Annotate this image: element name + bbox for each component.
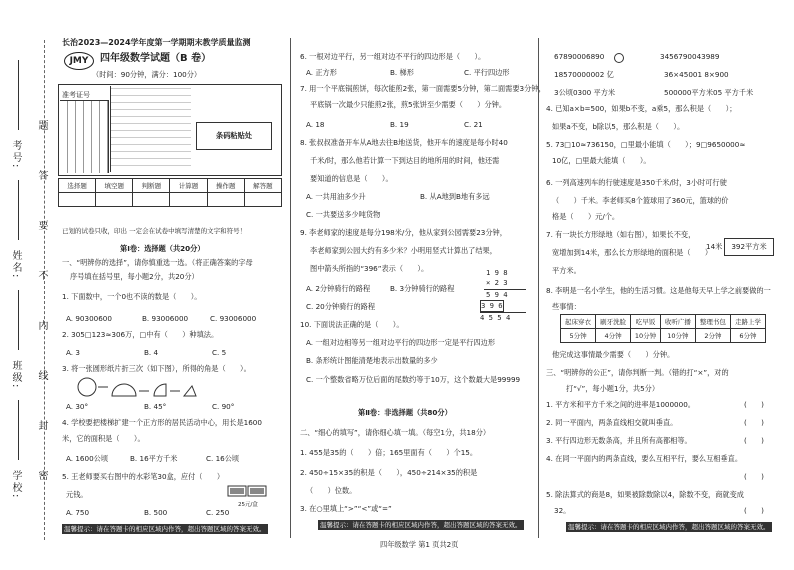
q9-b: 李老师家到公园大约有多少米？小明用竖式计算出了结果，: [310, 246, 497, 255]
f5-b: 10亿，□里最大能填（ ）。: [552, 156, 651, 165]
routine-head-6: 走路上学: [730, 315, 765, 329]
sec3-title: 三、“明辨你的公正”，请你判断一判。（错的打“×”，对的: [546, 368, 729, 377]
score-col-2: 填空题: [96, 179, 133, 193]
seal-word-3: 线: [36, 370, 47, 382]
barcode-label: 条码粘贴处: [216, 131, 252, 140]
q10-opt-b: B. 条形统计图能清楚地表示出数量的多少: [306, 356, 438, 365]
q5: 5. 王老师要买右图中的水彩笔30盒，应付（ ）: [62, 472, 225, 481]
q6: 6. 一根对边平行，另一组对边不平行的四边形是（ ）。: [300, 52, 486, 61]
seal-word-5: 不: [36, 270, 47, 282]
f7-b: 宽增加到14米，那么长方形绿地的面积是（ ）: [552, 248, 713, 257]
vertical-calc-5: 4 5 5 4: [480, 313, 511, 322]
judge-4: 4. 在同一平面内的两条直线，要么互相平行，要么互相垂直。: [546, 454, 743, 463]
q7-opt-c: C. 21: [464, 120, 483, 129]
score-cell[interactable]: [96, 193, 133, 207]
f8: 8. 李明是一名小学生，他的生活习惯。这是他每天早上学之前要做的一: [546, 286, 771, 295]
exam-subtitle: 四年级数学试题（B 卷）: [100, 53, 212, 64]
rect-area-label: 392平方米: [731, 242, 767, 251]
routine-head-4: 收听广播: [660, 315, 695, 329]
q7: 7. 用一个平底锅煎饼，每次能煎2张，第一面需要5分钟，第二面需要3分钟，: [300, 84, 546, 93]
margin-line-name[interactable]: [18, 180, 19, 240]
f2-b: （ ）位数。: [306, 486, 357, 495]
f2: 2. 450÷15×35的积是（ ），450÷214×35的积是: [300, 468, 478, 477]
score-cell[interactable]: [244, 193, 281, 207]
r2-a: 18570000002 亿: [554, 70, 614, 79]
q2-opt-b: B. 4: [144, 348, 159, 357]
score-cell[interactable]: [207, 193, 244, 207]
q1: 1. 下面数中，一个0也不读的数是（ ）。: [62, 292, 202, 301]
q1-opt-a: A. 90300600: [66, 314, 112, 323]
note-area: [110, 86, 191, 172]
vertical-calc-4: 3 9 6: [481, 301, 503, 310]
score-cell[interactable]: [170, 193, 207, 207]
q10-opt-c: [306, 374, 528, 386]
q4-opt-b: B. 16平方千米: [130, 454, 178, 463]
score-table: [58, 178, 282, 207]
q4-b: 米，它的面积是（ ）。: [62, 434, 145, 443]
column-divider-2: [538, 38, 539, 538]
q4-opt-a: A. 1600公顷: [66, 454, 109, 463]
q7-b: 平底锅一次最少只能煎2张，煎5张饼至少需要（ ）分钟。: [310, 100, 507, 109]
seal-word-1: 密: [36, 470, 47, 482]
q5-b: 元钱。: [66, 490, 88, 499]
q4-opt-c: C. 16公顷: [206, 454, 240, 463]
fold-diagram: [76, 376, 226, 398]
q10-opt-a: A. 一组对边相等另一组对边平行的四边形一定是平行四边形: [306, 338, 496, 347]
routine-table: [560, 314, 766, 343]
routine-val-3: 10分钟: [631, 329, 661, 343]
q6-opt-c: C. 平行四边形: [464, 68, 510, 77]
judge-2: 2. 同一平面内，两条直线相交就叫垂直。: [546, 418, 678, 427]
q9-opt-b: B. 3分钟骑行的路程: [390, 284, 455, 293]
f4: 4. 已知a×b=500，如果b不变，a乘5，那么积是（ ）；: [546, 104, 737, 113]
r2-b: 36×45001 8×900: [664, 70, 729, 79]
routine-val-4: 10分钟: [660, 329, 695, 343]
q9-opt-a: A. 2分钟骑行的路程: [306, 284, 371, 293]
f7: 7. 有一块长方形绿地（如右图），如果长不变，: [546, 230, 696, 239]
score-cell[interactable]: [59, 193, 96, 207]
q5-opt-a: A. 750: [66, 508, 90, 517]
seal-word-2: 封: [36, 420, 47, 432]
f4-b: 如果a不变，b除以5，那么积是（ ）。: [552, 122, 685, 131]
routine-val-5: 2分钟: [695, 329, 730, 343]
judge-2-blank[interactable]: ( ): [744, 418, 764, 427]
score-col-6: 解答题: [244, 179, 281, 193]
q9-opt-c: C. 20分钟骑行的路程: [306, 302, 376, 311]
score-col-1: 选择题: [59, 179, 96, 193]
q5-price: 25元/盒: [238, 502, 258, 508]
jmy-logo: [64, 52, 94, 70]
q1-opt-b: B. 93006000: [142, 314, 189, 323]
number-label: 考号:: [10, 140, 21, 170]
exam-meta: （时间：90分钟，满分：100分）: [92, 70, 202, 79]
q8-c: 要知道的信息是（ ）。: [310, 174, 393, 183]
q2-opt-c: C. 5: [212, 348, 227, 357]
vertical-calc-3: 5 9 4: [486, 290, 508, 299]
circle-r1[interactable]: [614, 53, 624, 63]
exam-no-grid[interactable]: [60, 100, 109, 173]
q3: 3. 将一张圆形纸片折三次（如下图），所得的角是（ ）。: [62, 364, 251, 373]
r1-a: 67890006890: [554, 52, 605, 61]
q8-opt-c: C. 一共要送多少吨货物: [306, 210, 381, 219]
judge-1: 1. 平方米和平方千米之间的进率是1000000。: [546, 400, 695, 409]
margin-line-number[interactable]: [18, 60, 19, 130]
school-label: 学校:: [10, 470, 21, 500]
routine-head-1: 起床穿衣: [561, 315, 596, 329]
routine-head-5: 整理书包: [695, 315, 730, 329]
part1-title: 第Ⅰ卷：选择题（共20分）: [120, 244, 205, 253]
routine-val-2: 4分钟: [596, 329, 631, 343]
q5-opt-b: B. 500: [144, 508, 168, 517]
sec1-title: 一、“明辨你的选择”，请你慎重选一选。（将正确答案的字母: [62, 258, 253, 267]
col1-footer-tip: 温馨提示：请在答题卡的相应区域内作答，超出答题区域的答案无效。: [64, 525, 266, 533]
judge-5-blank[interactable]: ( ): [744, 506, 764, 515]
exam-no-label: 准考证号: [62, 91, 90, 99]
q4: 4. 学校要把楼梯扩建一个正方形的居民活动中心，用长是1600: [62, 418, 262, 427]
q6-opt-b: B. 梯形: [390, 68, 414, 77]
q6-opt-a: A. 正方形: [306, 68, 337, 77]
q9-c: 图中箭头所指的“396”表示（ ）。: [310, 264, 429, 273]
vertical-calc-2: × 2 3: [486, 278, 508, 287]
seal-word-8: 题: [36, 120, 47, 132]
judge-4-blank[interactable]: ( ): [744, 472, 764, 481]
q1-opt-c: C. 93006000: [210, 314, 257, 323]
green-rect: [724, 238, 774, 256]
exam-title: 长治2023—2024学年度第一学期期末教学质量监测: [62, 38, 251, 47]
seal-line: [44, 40, 45, 540]
judge-3: 3. 平行四边形无数条高，并且所有高都相等。: [546, 436, 692, 445]
f7-c: 平方米。: [552, 266, 581, 275]
q3-opt-a: A. 30°: [66, 402, 89, 411]
q10: 10. 下面说法正确的是（ ）。: [300, 320, 404, 329]
q8: 8. 张叔叔准备开车从A地去往B地送货，他开车的速度是每小时40: [300, 138, 508, 147]
name-label: 姓名:: [10, 250, 21, 280]
sec1-title2: 序号填在括号里，每小题2分，共20分）: [70, 272, 199, 281]
routine-head-3: 吃早饭: [631, 315, 661, 329]
routine-head-2: 刷牙洗脸: [596, 315, 631, 329]
column-divider-1: [290, 38, 291, 538]
q2-opt-a: A. 3: [66, 348, 80, 357]
f6-c: 格是（ ）元/个。: [552, 212, 620, 221]
q3-opt-b: B. 45°: [144, 402, 167, 411]
q7-opt-b: B. 19: [390, 120, 409, 129]
r1-b: 3456790043989: [660, 52, 720, 61]
vertical-calc-1: 1 9 8: [486, 268, 508, 277]
f3: 3. 在○里填上“>”“<”或“=”: [300, 504, 392, 513]
q8-opt-b: B. 从A地到B地有多远: [420, 192, 490, 201]
col2-footer-tip: 温馨提示：请在答题卡的相应区域内作答，超出答题区域的答案无效。: [320, 521, 522, 529]
q7-opt-a: A. 18: [306, 120, 325, 129]
seal-word-7: 答: [36, 170, 47, 182]
rect-width-label: 14米: [706, 242, 723, 251]
f1: 1. 455是35的（ ）倍；165里面有（ ）个15。: [300, 448, 478, 457]
f5: 5. 73□10≈736150，□里最小能填（ ）；9□9650000≈: [546, 140, 746, 149]
q8-opt-a: A. 一共用油多少升: [306, 192, 366, 201]
routine-val-1: 5分钟: [561, 329, 596, 343]
q2: 2. 305□123≈306万，□中有（ ）种填法。: [62, 330, 219, 339]
f6-b: （ ）千米。李老师买8个篮球用了360元，篮球的价: [552, 196, 729, 205]
judge-1-blank[interactable]: ( ): [744, 400, 764, 409]
margin-line-class[interactable]: [18, 290, 19, 350]
class-label: 班级:: [10, 360, 21, 390]
f8-c: 他完成这事情最少需要（ ）分钟。: [552, 350, 675, 359]
r3-b: 500000平方米05 平方千米: [664, 88, 754, 97]
q10-opt-c-text: C. 一个整数省略万位后面的尾数约等于10万，这个数最大是99999: [306, 375, 521, 384]
q8-b: 千米/时，那么他若计算一下到达目的地所用的时间，他还需: [310, 156, 500, 165]
judge-5-b: 32。: [554, 506, 571, 515]
barcode-box[interactable]: [196, 122, 272, 150]
sec2-title: 二、“细心的填写”，请你细心填一填。（每空1分，共18分）: [300, 428, 491, 437]
judge-3-blank[interactable]: ( ): [744, 436, 764, 445]
logo-text: JMY: [69, 56, 89, 66]
score-col-3: 判断题: [133, 179, 170, 193]
f8-b: 些事情：: [552, 302, 581, 311]
q3-opt-c: C. 90°: [212, 402, 235, 411]
q5-opt-c: C. 250: [206, 508, 230, 517]
part2-title: 第Ⅱ卷：非选择题（共80分）: [358, 408, 452, 417]
margin-line-school[interactable]: [18, 400, 19, 460]
score-cell[interactable]: [133, 193, 170, 207]
warning-text: 已划的试卷只收，印出 一定会在试卷中填写清楚的文字和符号！: [62, 227, 247, 235]
seal-word-6: 要: [36, 220, 47, 232]
r3-a: 3公顷0300 平方米: [554, 88, 616, 97]
seal-word-4: 内: [36, 320, 47, 332]
col3-footer-tip: 温馨提示：请在答题卡的相应区域内作答，超出答题区域的答案无效。: [568, 523, 770, 531]
f6: 6. 一列高速列车的行驶速度是350千米/时，3小时可行驶: [546, 178, 727, 187]
sec3-title2: 打“√”，每小题1分，共5分）: [566, 384, 660, 393]
score-col-4: 计算题: [170, 179, 207, 193]
judge-5: 5. 除法算式的商是8，如果被除数除以4，除数不变，商就变成: [546, 490, 744, 499]
routine-val-6: 6分钟: [730, 329, 765, 343]
q9: 9. 李老师家的速度是每分198米/分，他从家到公园需要23分钟，: [300, 228, 507, 237]
page-label: 四年级数学 第1 页共2页: [380, 540, 459, 549]
score-col-5: 操作题: [207, 179, 244, 193]
